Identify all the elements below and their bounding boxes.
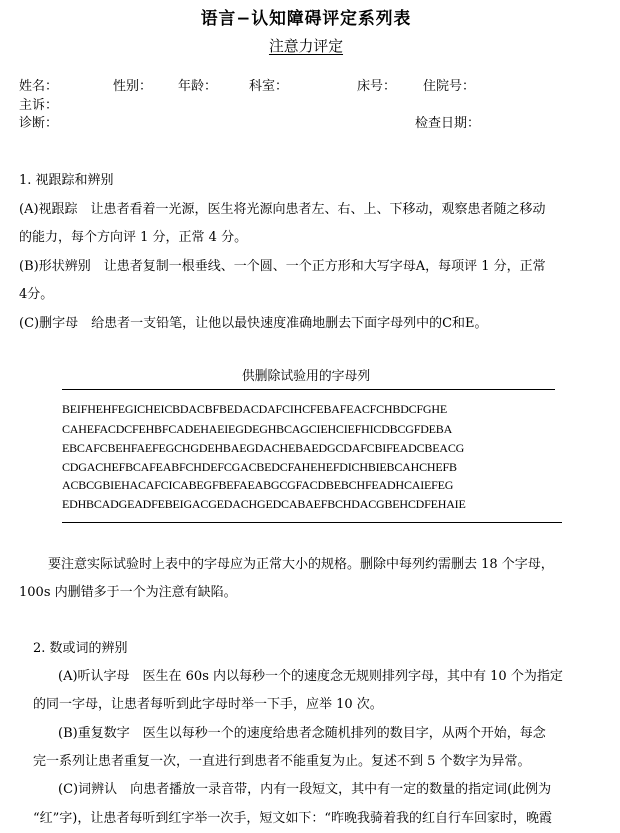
exam-date-label: 检查日期： [415,116,481,131]
letter-row-3: EBCAFCBEHFAEFEGCHGDEHBAEGDACHEBAEDGCDAFCBIFEADCBEACG [62,441,465,455]
letter-table-bottom-rule [62,522,562,523]
name-label: 姓名： [19,79,59,94]
sex-label: 性别： [113,79,153,94]
section1-a-line2: 的能力，每个方向评 1 分，正常 4 分。 [19,230,248,245]
section2-c-line2: “红”字)，让患者每听到红字举一次手，短文如下：“昨晚我骑着我的红自行车回家时，晚霞 [33,811,553,826]
letter-table-caption: 供删除试验用的字母列 [241,369,371,384]
document-title: 语言−认知障碍评定系列表 [200,9,412,29]
section2-heading: 2. 数或词的辨别 [33,641,128,656]
section2-a-line2: 的同一字母，让患者每听到此字母时举一下手，应举 10 次。 [33,697,383,712]
section2-c-line1: (C)词辨认 向患者播放一录音带，内有一段短文，其中有一定的数量的指定词(此例为 [58,782,552,797]
section1-b-line1: (B)形状辨别 让患者复制一根垂线、一个圆、一个正方形和大写字母A，每项评 1 分，正常 [19,259,546,274]
complaint-label: 主诉： [19,98,59,113]
letter-row-4: CDGACHEFBCAFEABFCHDEFCGACBEDCFAHEHEFDICHBIEBCAHCHEFB [62,460,457,474]
document-subtitle: 注意力评定 [268,37,344,55]
letter-row-5: ACBCGBIEHACAFCICABEGFBEFAEABGCGFACDBEBCHFEADHCAIEFEG [62,478,454,492]
section2-b-line2: 完一系列让患者重复一次，一直进行到患者不能重复为止。复述不到 5 个数字为异常。 [33,754,531,769]
letter-row-1: BEIFHEHFEGICHEICBDACBFBEDACDAFCIHCFEBAFEACFCHBDCFGHE [62,402,447,416]
age-label: 年龄： [178,79,218,94]
bed-number-label: 床号： [357,79,397,94]
section1-note-line2: 100s 内删错多于一个为注意有缺陷。 [19,585,237,600]
section1-note-line1: 要注意实际试验时上表中的字母应为正常大小的规格。删除中每列约需删去 18 个字母， [48,557,554,572]
section1-heading: 1. 视跟踪和辨别 [19,173,114,188]
diagnosis-label: 诊断： [19,116,59,131]
section2-b-line1: (B)重复数字 医生以每秒一个的速度给患者念随机排列的数目字，从两个开始，每念 [58,726,546,741]
letter-table-top-rule [62,389,555,390]
section2-a-line1: (A)听认字母 医生在 60s 内以每秒一个的速度念无规则排列字母，其中有 10 个为指定 [58,669,563,684]
letter-row-6: EDHBCADGEADFEBEIGACGEDACHGEDCABAEFBCHDACGBEHCDFEHAIE [62,497,466,511]
section1-c-line1: (C)删字母 给患者一支铅笔，让他以最快速度准确地删去下面字母列中的C和E。 [19,316,488,331]
section1-a-line1: (A)视跟踪 让患者看着一光源，医生将光源向患者左、右、上、下移动，观察患者随之移动 [19,202,546,217]
inpatient-number-label: 住院号： [423,79,476,94]
section1-b-line2: 4分。 [19,287,54,302]
department-label: 科室： [249,79,289,94]
letter-row-2: CAHEFACDCFEHBFCADEHAEIEGDEGHBCAGCIEHCIEFHICDBCGFDEBA [62,422,453,436]
